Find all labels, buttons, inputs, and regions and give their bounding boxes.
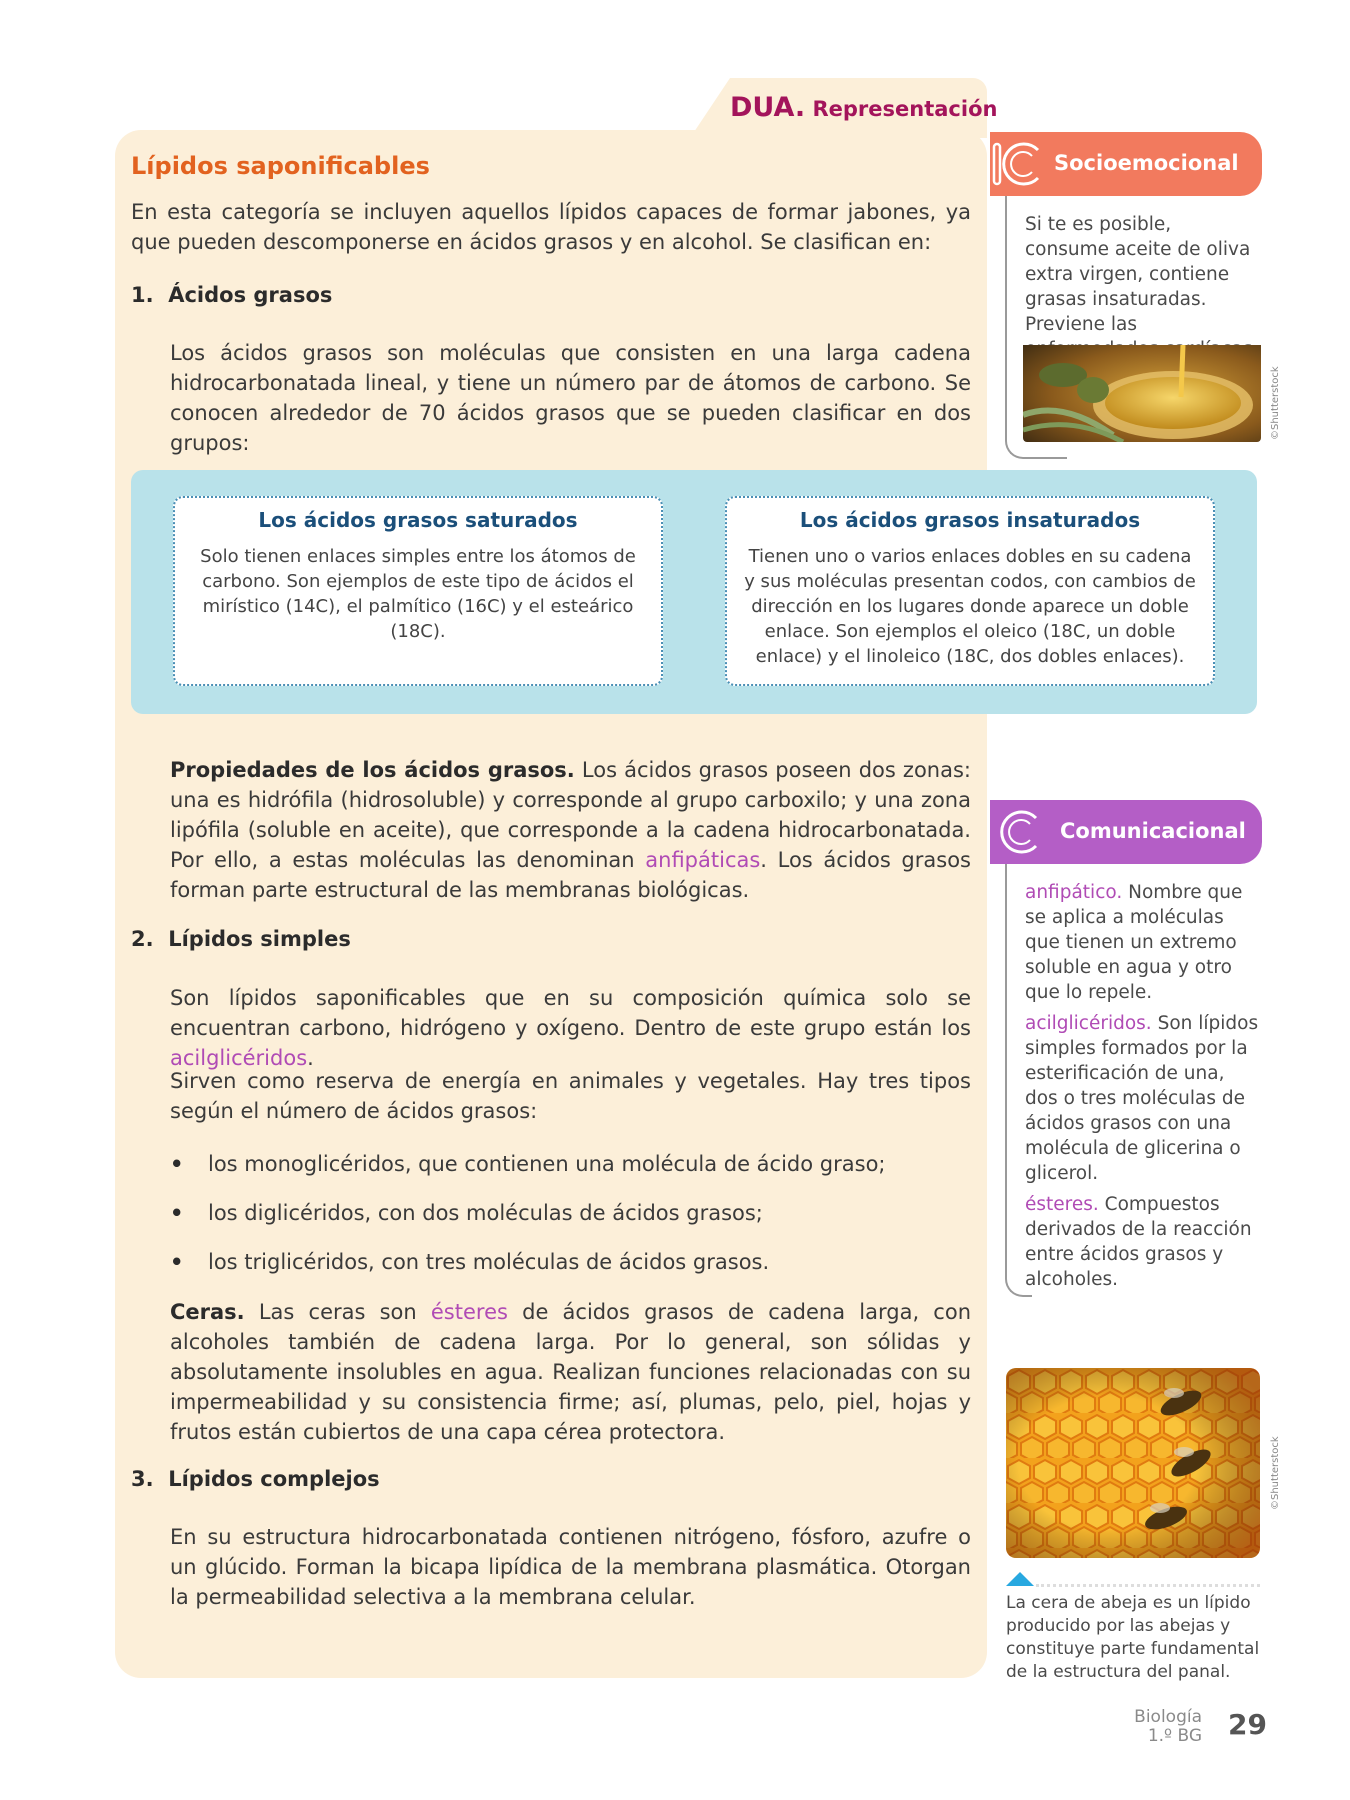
footer-grade: 1.º BG [1147,1726,1202,1746]
olive-oil-photo [1023,345,1261,442]
item3-heading [131,1467,380,1491]
comunic-label: Comunicacional [1060,819,1246,843]
item3-title: Lípidos complejos [168,1467,380,1491]
list-item: • los monoglicéridos, que contienen una molécula de ácido graso; [170,1149,970,1198]
glossary-term: acilglicéridos. [1025,1013,1152,1034]
item2-text-a: Son lípidos saponificables que en su composición química solo se encuentran carbono, hidrógeno y oxígeno. Dentro de este grupo están los [170,986,971,1040]
glossary-term: anfipático. [1025,882,1123,903]
socio-text: Si te es posible, consume aceite de oliva extra virgen, contiene grasas insaturadas. Previene las [1025,214,1251,335]
card-saturated [173,496,663,686]
dua-label [730,92,997,123]
page-number: 29 [1228,1708,1267,1741]
term-acilgliceridos: acilglicéridos [170,1046,308,1070]
fatty-acids-box [131,470,1257,714]
socio-photo-credit: ©Shutterstock [1270,366,1281,440]
socio-ic-icon [990,132,1050,196]
item3-paragraph: En su estructura hidrocarbonatada contienen nitrógeno, fósforo, azufre o un glúcido. Forman la bicapa lipídica de la membrana plasmática. Otorgan la permeabilidad selectiva a la membrana celular. [170,1525,971,1609]
item2-paragraph [170,983,971,1073]
card-unsaturated-title: Los ácidos grasos insaturados [799,508,1141,532]
item2-number: 2. [131,927,154,951]
item2-title: Lípidos simples [168,927,351,951]
caption-triangle-icon [1006,1572,1034,1586]
honeycomb-photo [1006,1368,1260,1558]
bee-caption: La cera de abeja es un lípido producido por las abejas y constituye parte fundamental de la estructura del panal. [1006,1593,1260,1682]
list-item: • los triglicéridos, con tres moléculas de ácidos grasos. [170,1247,970,1296]
item1-number: 1. [131,283,154,307]
ceras-text-a: Las ceras son [244,1300,431,1324]
footer-subject [1120,1708,1202,1746]
card-saturated-title: Los ácidos grasos saturados [258,508,578,532]
glossary-definition: Son lípidos simples formados por la esterificación de una, dos o tres moléculas de ácidos grasos con una molécula de glicerina o glicerol. [1025,1013,1259,1184]
properties-text-a: Los ácidos grasos poseen dos zonas: una es hidrófila (hidrosoluble) y corresponde al grupo carboxilo; y una zona lipófila (soluble en aceite), que corresponde a la cadena hidrocarbonatada. Por ello, a estas moléculas las denominan [170,758,971,872]
item1-title: Ácidos grasos [168,283,333,307]
caption-divider [1036,1584,1260,1587]
properties-paragraph [170,755,971,905]
item3-number: 3. [131,1467,154,1491]
list-item: • los diglicéridos, con dos moléculas de ácidos grasos; [170,1198,970,1247]
bee-photo-credit: ©Shutterstock [1270,1436,1281,1510]
glossary-entry [1025,1011,1260,1186]
term-esteres: ésteres [430,1300,508,1324]
section-title: Lípidos saponificables [131,152,430,180]
glossary [1025,880,1260,1298]
card-unsaturated [725,496,1215,686]
ceras-paragraph [170,1297,971,1447]
reserve-paragraph: Sirven como reserva de energía en animales y vegetales. Hay tres tipos según el número de ácidos grasos: [170,1069,971,1123]
socio-label: Socioemocional [1054,151,1239,175]
properties-lead: Propiedades de los ácidos grasos. [170,758,575,782]
glossary-term: ésteres. [1025,1194,1099,1215]
term-anfipaticas: anfipáticas [645,848,761,872]
item2-heading [131,927,351,951]
ceras-text-b: de ácidos grasos de cadena larga, con alcoholes también de cadena larga. Por lo general, son sólidas y absolutamente insolubles en agua. Realizan funciones relacionadas con su impermeabilidad y su consistencia firme; así, plumas, pelo, piel, hojas y frutos están cubiertos de una capa cérea protectora. [170,1300,971,1444]
olive-oil-image [1023,345,1261,442]
glossary-entry [1025,880,1260,1005]
glossary-definition: Nombre que se aplica a moléculas que tienen un extremo soluble en agua y otro que lo repele. [1025,882,1243,1003]
socio-tab [990,132,1262,196]
ceras-lead: Ceras. [170,1300,245,1324]
honeycomb-image [1006,1368,1260,1558]
comunic-c-icon [990,800,1050,864]
card-saturated-text: Solo tienen enlaces simples entre los átomos de carbono. Son ejemplos de este tipo de ácidos el mirístico (14C), el palmítico (16C) y el esteárico (18C). [200,546,636,642]
glossary-definition: Compuestos derivados de la reacción entre ácidos grasos y alcoholes. [1025,1194,1252,1290]
glossary-entry [1025,1192,1260,1292]
footer-subject-name: Biología [1134,1707,1202,1727]
dua-strong: DUA. [730,92,806,123]
comunic-tab [990,800,1262,864]
dua-rest: Representación [805,97,998,121]
glyceride-list [170,1149,970,1296]
item2-text-b: . [307,1046,314,1070]
intro-paragraph: En esta categoría se incluyen aquellos lípidos capaces de formar jabones, ya que pueden descomponerse en ácidos grasos y en alcohol. Se clasifican en: [131,200,971,254]
item1-heading [131,283,332,307]
card-unsaturated-text: Tienen uno o varios enlaces dobles en su cadena y sus moléculas presentan codos, con cambios de dirección en los lugares donde aparece un doble enlace. Son ejemplos el oleico (18C, un doble enlace) y el linoleico (18C, dos dobles enlaces). [744,546,1196,667]
properties-text-b: . Los ácidos grasos forman parte estructural de las membranas biológicas. [170,848,971,902]
item1-paragraph: Los ácidos grasos son moléculas que consisten en una larga cadena hidrocarbonatada lineal, y tiene un número par de átomos de carbono. Se conocen alrededor de 70 ácidos grasos que se pueden clasificar en dos grupos: [170,341,971,455]
